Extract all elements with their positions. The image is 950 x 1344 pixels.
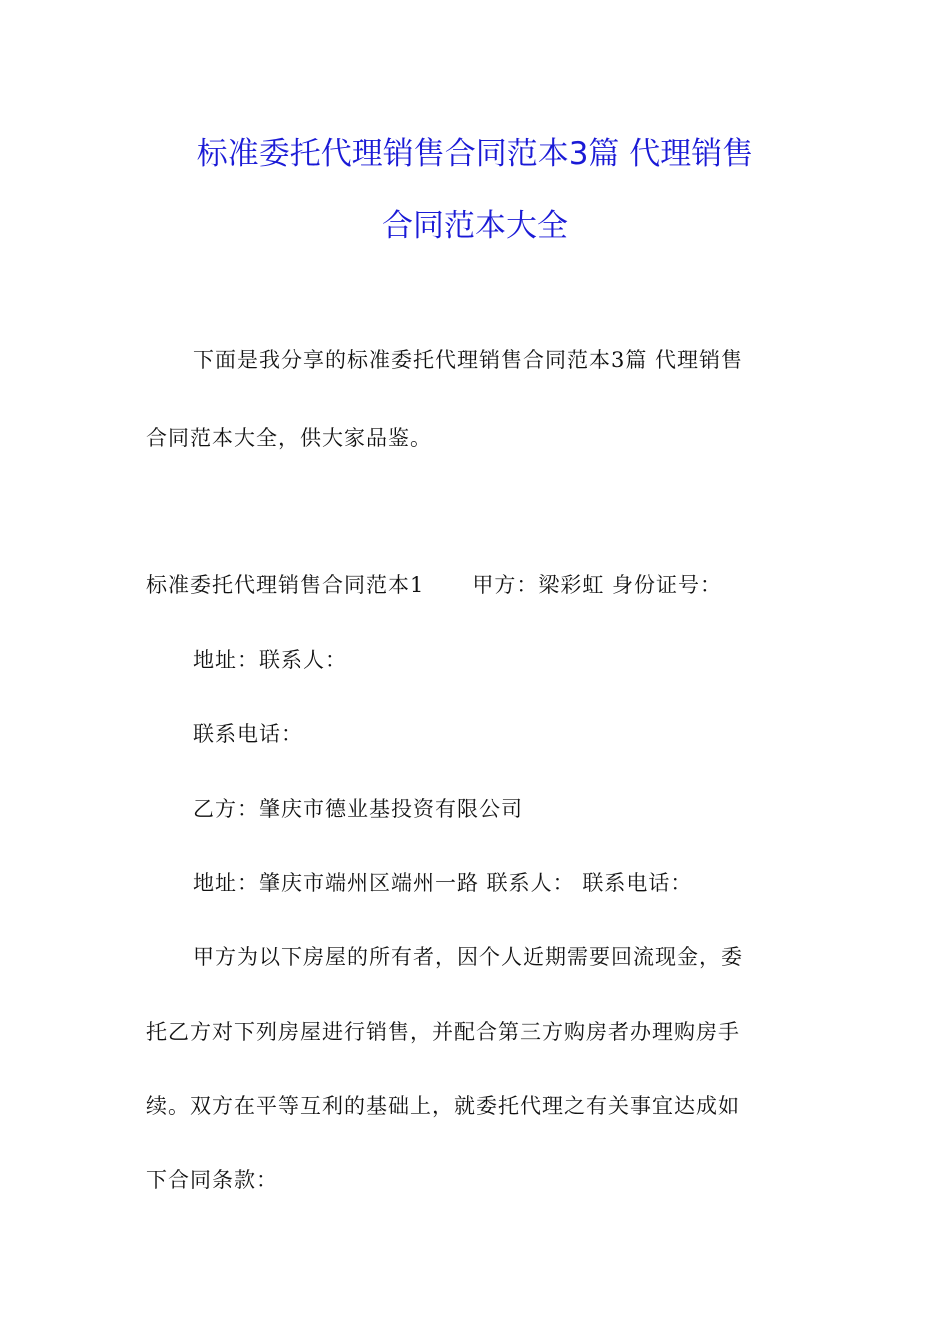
body-line-4: 下合同条款：	[146, 1168, 278, 1192]
body-line-2: 托乙方对下列房屋进行销售，并配合第三方购房者办理购房手	[146, 1020, 740, 1044]
party-a-phone: 联系电话：	[193, 722, 303, 746]
body-line-3: 续。双方在平等互利的基础上，就委托代理之有关事宜达成如	[146, 1094, 740, 1118]
party-a-address: 地址：联系人：	[193, 648, 347, 672]
document-title-line-1: 标准委托代理销售合同范本3篇 代理销售	[196, 136, 754, 172]
party-b-address: 地址：肇庆市端州区端州一路 联系人： 联系电话：	[193, 871, 693, 895]
section-heading-line	[146, 571, 722, 599]
document-title-line-2: 合同范本大全	[382, 208, 568, 244]
section-heading: 标准委托代理销售合同范本1	[146, 573, 425, 597]
party-a-label: 甲方：梁彩虹 身份证号：	[472, 573, 723, 597]
body-line-1: 甲方为以下房屋的所有者，因个人近期需要回流现金，委	[193, 945, 743, 969]
party-b: 乙方：肇庆市德业基投资有限公司	[193, 797, 523, 821]
intro-line-1: 下面是我分享的标准委托代理销售合同范本3篇 代理销售	[193, 348, 744, 372]
intro-line-2: 合同范本大全，供大家品鉴。	[146, 426, 432, 450]
